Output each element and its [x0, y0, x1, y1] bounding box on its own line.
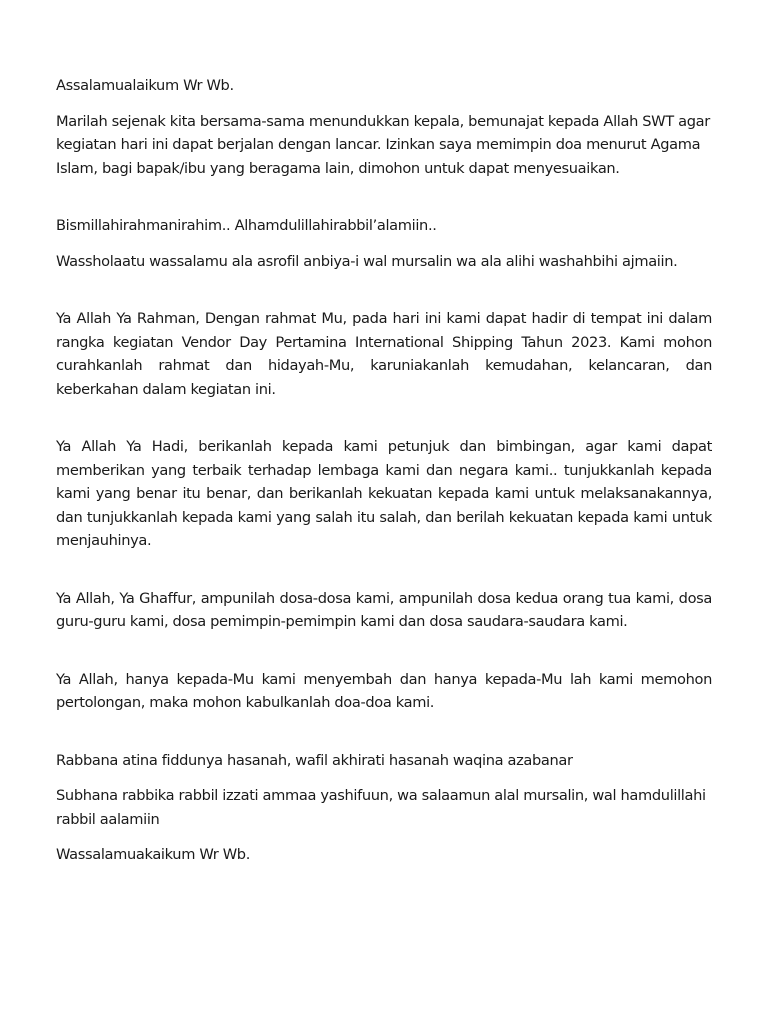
basmalah-text: Bismillahirahmanirahim.. Alhamdulillahirabbil’alamiin..	[56, 217, 437, 234]
rabbana-text: Rabbana atina fiddunya hasanah, wafil akhirati hasanah waqina azabanar	[56, 751, 573, 769]
sholawat-text: Wassholaatu wassalamu ala asrofil anbiya-i wal mursalin wa ala alihi washahbihi ajmaiin.	[56, 252, 678, 270]
document-page	[56, 74, 712, 867]
prayer-rahman-paragraph: Ya Allah Ya Rahman, Dengan rahmat Mu, pada hari ini kami dapat hadir di tempat ini dalam rangka kegiatan Vendor Day Pertamina International Shipping Tahun 2023. Kami mohon curahkanlah rahmat dan hidayah-Mu, karuniakanlah kemudahan, kelancaran, dan keberkahan dalam kegiatan ini.	[56, 310, 712, 398]
opening-paragraph: Marilah sejenak kita bersama-sama menundukkan kepala, bemunajat kepada Allah SWT agar kegiatan hari ini dapat berjalan dengan lancar. Izinkan saya memimpin doa menurut Agama Islam, bagi bapak/ibu yang beragama lain, dimohon untuk dapat menyesuaikan.	[56, 112, 710, 177]
greeting-text: Assalamualaikum Wr Wb.	[56, 77, 234, 94]
prayer-hadi-paragraph: Ya Allah Ya Hadi, berikanlah kepada kami petunjuk dan bimbingan, agar kami dapat memberikan yang terbaik terhadap lembaga kami dan negara kami.. tunjukkanlah kepada kami yang benar itu benar, dan berikanlah kekuatan kepada kami untuk melaksanakannya, dan tunjukkanlah kepada kami yang salah itu salah, dan berilah kekuatan kepada kami untuk menjauhinya.	[56, 438, 712, 549]
closing-text: Wassalamuakaikum Wr Wb.	[56, 846, 250, 863]
subhana-text: Subhana rabbika rabbil izzati ammaa yashifuun, wa salaamun alal mursalin, wal hamdulillahi rabbil aalamiin	[56, 787, 706, 828]
prayer-ghaffur-paragraph: Ya Allah, Ya Ghaffur, ampunilah dosa-dosa kami, ampunilah dosa kedua orang tua kami, dosa guru-guru kami, dosa pemimpin-pemimpin kami dan dosa saudara-saudara kami.	[56, 589, 712, 630]
prayer-worship-paragraph: Ya Allah, hanya kepada-Mu kami menyembah dan hanya kepada-Mu lah kami memohon pertolongan, maka mohon kabulkanlah doa-doa kami.	[56, 670, 712, 711]
